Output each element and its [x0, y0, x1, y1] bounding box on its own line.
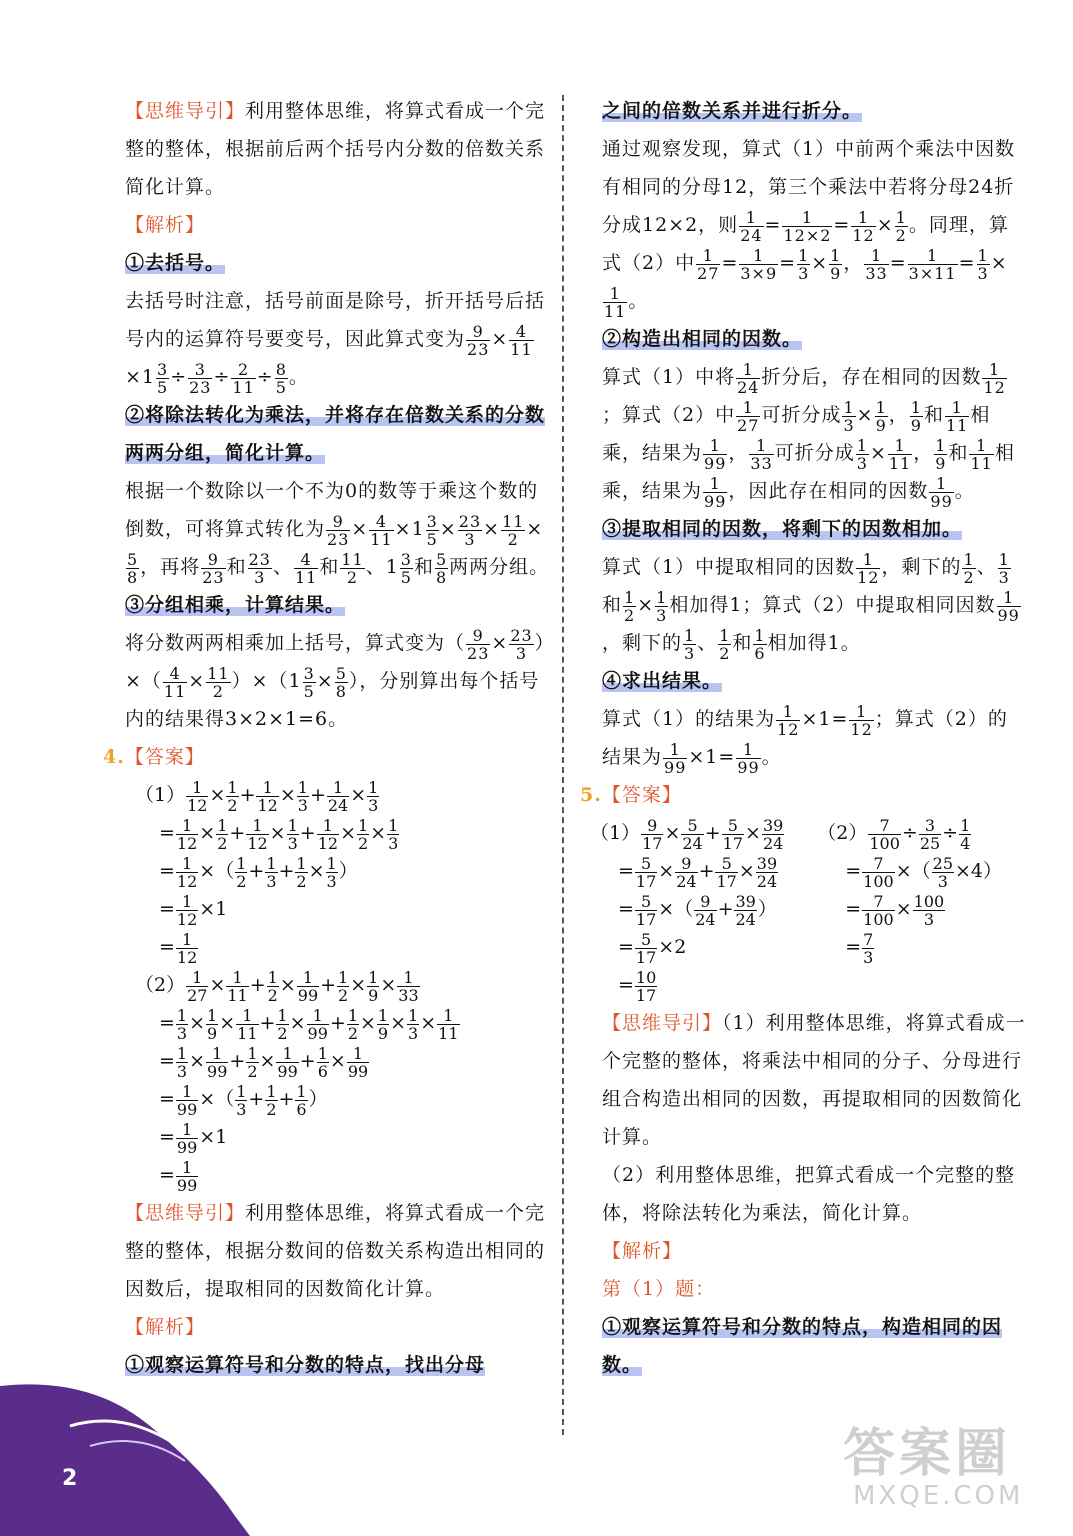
step3-text: 算式（1）中提取相同的因数 $\frac{1}{12}$ ，剩下的 $\frac{1}{2}$ 、 $\frac{1}{3}$ 和 $\frac{1}{2}$ × $\frac{1}{3}$ 相加得1；算式（2）中提取相同因数 $\frac{1}{99}$ ，剩下的 $\frac{1}{3}$ 、 $\frac{1}{2}$ 和 $\frac{1}{6}$ 相加得1。: [602, 549, 1020, 663]
part-label: （2）: [135, 974, 186, 996]
paragraph-text: 算式（1）的结果为: [602, 708, 776, 730]
paragraph-text: 将分数两两相乘加上括号，算式变为: [125, 632, 446, 654]
step4-text: 算式（1）的结果为 $\frac{1}{12}$ ×1= $\frac{1}{12}$ ；算式（2）的结果为 $\frac{1}{99}$ ×1= $\frac{1}{99}$ 。: [602, 701, 1008, 777]
q5-part1-calc: （1） $\frac{9}{17}$ × $\frac{5}{24}$ + $\frac{5}{17}$ × $\frac{39}{24}$ = $\frac{5}{17}$ × $\frac{9}{24}$ + $\frac{5}{17}$ × $\frac{39}{24}$ = $\frac{5}{17}$ ×（ $\frac{9}{24}$ + $\frac{39}{24}$ ） = $\frac{5}{17}$ ×2 = $\frac{10}{17}$: [590, 815, 784, 1005]
tag-analysis: 【解析】: [125, 214, 206, 236]
paragraph-text: 可折分成: [761, 404, 842, 426]
part-label: （2）: [817, 822, 868, 844]
math-expression: （ $\frac{9}{23}$ × $\frac{23}{3}$ ）×（ $\frac{4}{11}$ × $\frac{11}{2}$ ）×（1 $\frac{3}{5}$ × $\frac{5}{8}$ ）: [125, 625, 546, 701]
math-expression: $\frac{9}{23}$ × $\frac{4}{11}$ ×1 $\frac{3}{5}$ × $\frac{23}{3}$ × $\frac{11}{2}$ × $\frac{5}{8}$: [127, 511, 544, 587]
q4-thinking-guide: [125, 1194, 550, 1308]
question-number: 5.: [580, 784, 602, 806]
math-expression: $\frac{9}{23}$ 和 $\frac{23}{3}$ 、 $\frac{4}{11}$ 和 $\frac{11}{2}$ 、1 $\frac{3}{5}$ 和 $\frac{5}{8}$: [202, 549, 448, 587]
step-heading: ①去括号。: [125, 252, 226, 274]
tag-thinking-guide: 【思维导引】: [602, 1012, 723, 1034]
paragraph-text: 算式（1）中将: [602, 366, 736, 388]
step3-text: [125, 624, 550, 738]
tag-thinking-guide: 【思维导引】: [125, 100, 246, 122]
paragraph-text: 。同理，算式（2）中: [602, 214, 1009, 274]
tag-answer: 【答案】: [124, 746, 205, 768]
step-heading: ③分组相乘，计算结果。: [125, 594, 346, 616]
step-heading: ②将除法转化为乘法，并将存在倍数关系的分数两两分组，简化计算。: [125, 404, 546, 464]
paragraph-text: ，分别算出每个括号内的结果得3×2×1=6。: [125, 670, 540, 730]
paragraph-text: ；算式（2）中: [602, 404, 736, 426]
column-divider: [562, 95, 564, 1435]
left-column: [103, 92, 550, 1384]
paragraph-text: 算式（1）中提取相同的因数: [602, 556, 856, 578]
paragraph-text: ，再将: [140, 556, 201, 578]
q5-thinking-guide-2: （2）利用整体思维，把算式看成一个完整的整体，将除法转化为乘法，简化计算。: [602, 1164, 1016, 1224]
part-label: （1）: [135, 784, 186, 806]
watermark-url: MXQE.COM: [853, 1481, 1024, 1511]
tag-answer: 【答案】: [601, 784, 682, 806]
q5-part2-calc: （2） $\frac{7}{100}$ ÷ $\frac{3}{25}$ ÷ $\frac{1}{4}$ = $\frac{7}{100}$ ×（ $\frac{25}{3}$ ×4） = $\frac{7}{100}$ × $\frac{100}{3}$ = $\frac{7}{3}$: [817, 815, 1003, 967]
paragraph-text: 去括号时注意，括号前面是除号，折开括号后括号内的运算符号要变号，因此算式变为: [125, 290, 546, 350]
step-heading: ②构造出相同的因数。: [602, 328, 803, 350]
paragraph-text: 可折分成: [774, 442, 855, 464]
page-number: 2: [62, 1466, 78, 1491]
paragraph-text: ，剩下的: [602, 632, 683, 654]
paragraph-text: ；算式（2）的结果为: [602, 708, 1008, 768]
paragraph-text: 相加得1；算式（2）中提取相同因数: [669, 594, 996, 616]
paragraph-text: ，因此存在相同的因数: [728, 480, 929, 502]
paragraph-text: 利用整体思维，将算式看成一个完整的整体，根据前后两个括号内分数的倍数关系简化计算。: [125, 100, 546, 198]
page-corner-decoration: [0, 1356, 250, 1536]
watermark-logo: [843, 1411, 1033, 1521]
q4-part1-calc: （1） $\frac{1}{12}$ × $\frac{1}{2}$ + $\frac{1}{12}$ × $\frac{1}{3}$ + $\frac{1}{24}$ × $\frac{1}{3}$ = $\frac{1}{12}$ × $\frac{1}{2}$ + $\frac{1}{12}$ × $\frac{1}{3}$ + $\frac{1}{12}$ × $\frac{1}{2}$ × $\frac{1}{3}$ = $\frac{1}{12}$ ×（ $\frac{1}{2}$ + $\frac{1}{3}$ + $\frac{1}{2}$ × $\frac{1}{3}$ ） = $\frac{1}{12}$ ×1 = $\frac{1}{12}$: [135, 777, 399, 967]
paragraph-text: 两两分组。: [449, 556, 550, 578]
step-heading-continued: 之间的倍数关系并进行折分。: [602, 100, 863, 122]
step-heading: ④求出结果。: [602, 670, 723, 692]
watermark-text: 答案圈: [843, 1424, 1012, 1484]
step2-text: 算式（1）中将 $\frac{1}{24}$ 折分后，存在相同的因数 $\frac{1}{12}$ ；算式（2）中 $\frac{1}{27}$ 可折分成 $\frac{1}{3}$ × $\frac{1}{9}$ ， $\frac{1}{9}$ 和 $\frac{1}{11}$ 相乘，结果为 $\frac{1}{99}$ ， $\frac{1}{33}$ 可折分成 $\frac{1}{3}$ × $\frac{1}{11}$ ， $\frac{1}{9}$ 和 $\frac{1}{11}$ 相乘，结果为 $\frac{1}{99}$ ，因此存在相同的因数 $\frac{1}{99}$ 。: [602, 359, 1015, 511]
paragraph-text: 和: [948, 442, 969, 464]
step2-text: [125, 472, 550, 586]
paragraph-text: 相乘，结果为: [602, 404, 991, 464]
q5-thinking-guide: [602, 1004, 1027, 1156]
paragraph-text: ，剩下的: [881, 556, 962, 578]
paragraph-text: 相加得1。: [767, 632, 861, 654]
step1-text: [125, 282, 550, 396]
paragraph-text: 利用整体思维，将算式看成一个完整的整体，根据分数间的倍数关系构造出相同的因数后，提取相同的因数简化计算。: [125, 1202, 546, 1300]
paragraph-text: 根据一个数除以一个不为0的数等于乘这个数的倒数，可将算式转化为: [125, 480, 539, 540]
paragraph-text: 通过观察发现，算式（1）中前两个乘法中因数有相同的分母12，第三个乘法中若将分母24折分成12×2，则: [602, 138, 1016, 236]
observation-text: [602, 130, 1027, 320]
tag-thinking-guide: 【思维导引】: [125, 1202, 246, 1224]
tag-analysis: 【解析】: [602, 1240, 683, 1262]
math-expression: $\frac{1}{27}$ = $\frac{1}{3\times 9}$ = $\frac{1}{3}$ × $\frac{1}{9}$ ， $\frac{1}{33}$ = $\frac{1}{3\times 11}$ = $\frac{1}{3}$ × $\frac{1}{11}$ 。: [604, 245, 1008, 321]
tag-analysis: 【解析】: [125, 1316, 206, 1338]
step-heading: ①观察运算符号和分数的特点，找出分母: [125, 1354, 486, 1376]
q3-thinking-guide: [125, 92, 550, 206]
math-expression: $\frac{1}{24}$ = $\frac{1}{12\times 2}$ = $\frac{1}{12}$ × $\frac{1}{2}$: [740, 207, 907, 245]
part-label: （1）: [590, 822, 641, 844]
paragraph-text: （1）利用整体思维，将算式看成一个完整的整体，将乘法中相同的分子、分母进行组合构造出相同的因数，再提取相同的因数简化计算。: [602, 1012, 1026, 1148]
sub-question-label: 第（1）题：: [602, 1278, 716, 1300]
step-heading: ③提取相同的因数，将剩下的因数相加。: [602, 518, 963, 540]
right-column: [580, 92, 1027, 1384]
math-expression: $\frac{9}{23}$ × $\frac{4}{11}$ ×1 $\frac{3}{5}$ ÷ $\frac{3}{23}$ ÷ $\frac{2}{11}$ ÷ $\frac{8}{5}$ 。: [125, 321, 533, 397]
paragraph-text: 折分后，存在相同的因数: [761, 366, 982, 388]
step-heading: ①观察运算符号和分数的特点，构造相同的因数。: [602, 1316, 1003, 1376]
paragraph-text: 相乘，结果为: [602, 442, 1015, 502]
q4-part2-calc: （2） $\frac{1}{27}$ × $\frac{1}{11}$ + $\frac{1}{2}$ × $\frac{1}{99}$ + $\frac{1}{2}$ × $\frac{1}{9}$ × $\frac{1}{33}$ = $\frac{1}{3}$ × $\frac{1}{9}$ × $\frac{1}{11}$ + $\frac{1}{2}$ × $\frac{1}{99}$ + $\frac{1}{2}$ × $\frac{1}{9}$ × $\frac{1}{3}$ × $\frac{1}{11}$ = $\frac{1}{3}$ × $\frac{1}{99}$ + $\frac{1}{2}$ × $\frac{1}{99}$ + $\frac{1}{6}$ × $\frac{1}{99}$ = $\frac{1}{99}$ ×（ $\frac{1}{3}$ + $\frac{1}{2}$ + $\frac{1}{6}$ ） = $\frac{1}{99}$ ×1 = $\frac{1}{99}$: [135, 967, 459, 1195]
paragraph-text: 和: [923, 404, 944, 426]
q5-calcs: [590, 814, 1027, 1004]
question-number: 4.: [103, 746, 125, 768]
